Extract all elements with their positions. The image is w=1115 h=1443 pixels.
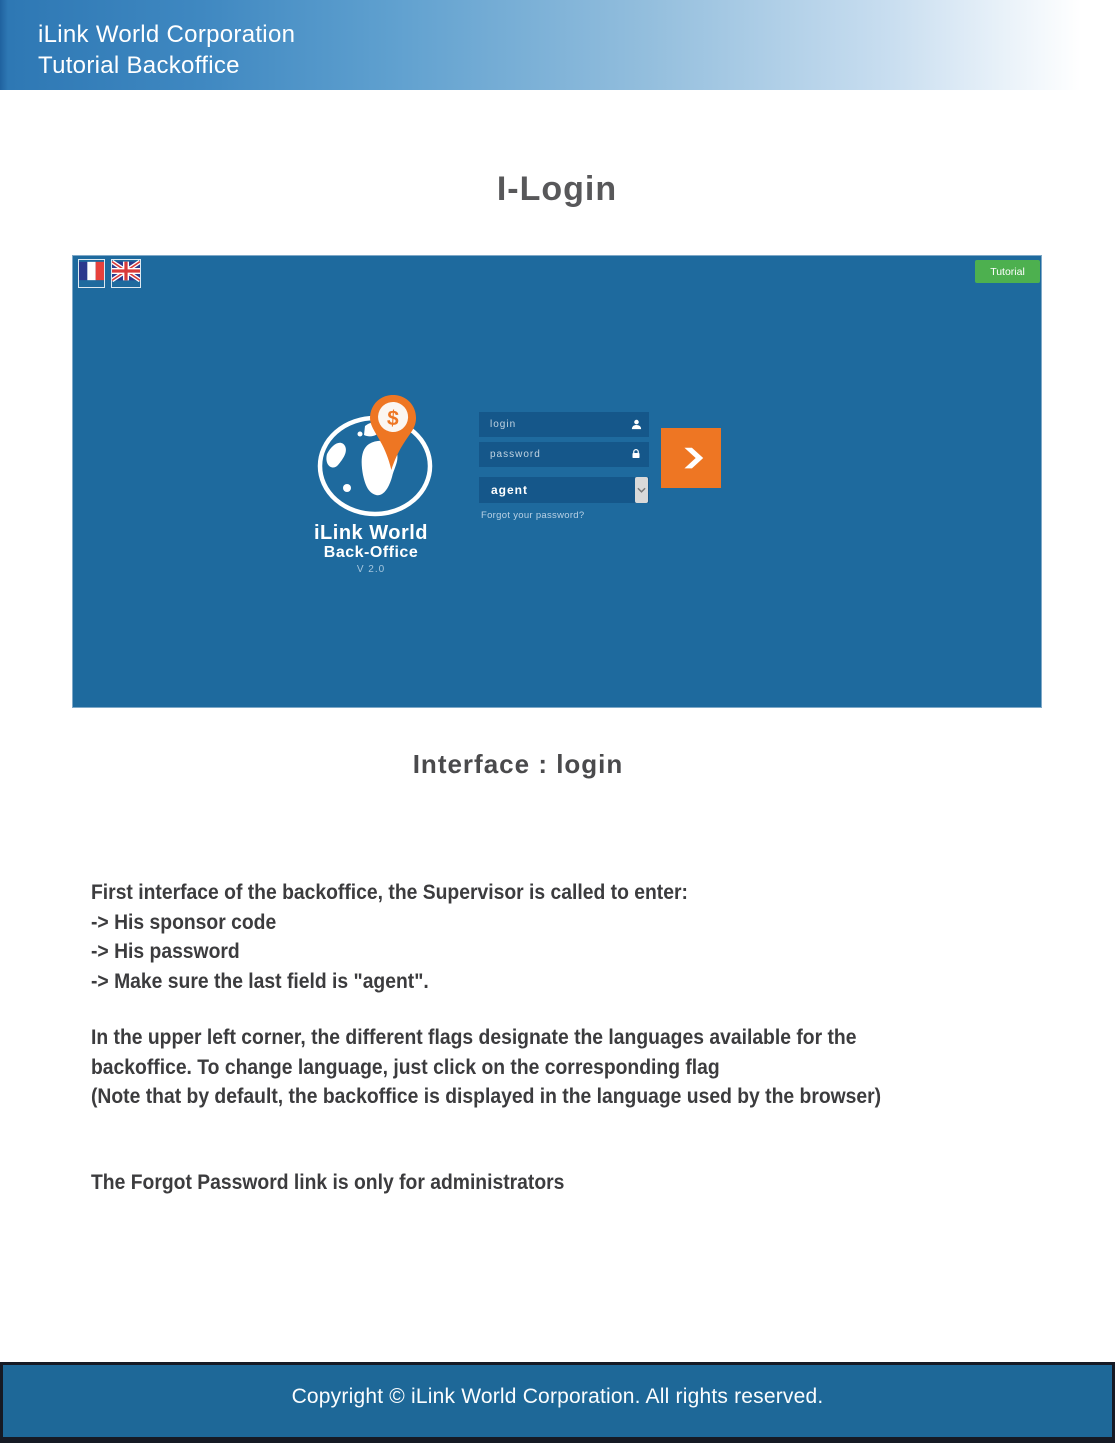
paragraph-forgot-password-note: The Forgot Password link is only for administrators [91,1171,565,1194]
copyright-text: Copyright © iLink World Corporation. All rights reserved. [291,1385,824,1408]
paragraph-flags-languages [91,1023,881,1112]
header-line-subtitle: Tutorial Backoffice [38,52,240,79]
paragraph-enter-instructions [91,878,688,996]
forgot-password-link[interactable]: Forgot your password? [481,510,585,521]
svg-text:$: $ [386,406,400,431]
document-header [0,0,1115,90]
globe-dollar-pin-icon [303,394,435,520]
tutorial-button[interactable] [975,260,1040,283]
screenshot-caption: Interface : login [412,749,624,779]
language-flags [78,259,141,288]
login-screenshot [72,255,1042,708]
role-selected-value: agent [491,483,529,497]
submit-button[interactable] [661,428,721,488]
login-input[interactable] [479,412,649,437]
uk-flag-icon[interactable] [111,259,141,288]
tutorial-button-label: Tutorial [990,265,1025,278]
french-flag-icon[interactable] [78,259,105,288]
page-title: I-Login [496,170,618,208]
logo-version: V 2.0 [356,564,386,575]
paragraph-line: backoffice. To change language, just click on the corresponding flag [91,1055,720,1079]
password-input[interactable] [479,442,649,467]
paragraph-line: In the upper left corner, the different flags designate the languages available for the [91,1026,857,1049]
role-select[interactable] [479,477,649,503]
document-footer [0,1362,1115,1443]
logo-title: iLink World [313,522,429,544]
paragraph-line: First interface of the backoffice, the Supervisor is called to enter: [91,881,688,904]
logo-subtitle: Back-Office [323,544,419,561]
paragraph-line: -> His password [91,940,240,963]
chevron-down-icon[interactable] [635,477,648,503]
paragraph-line: -> Make sure the last field is "agent". [91,969,429,993]
chevron-right-icon [676,443,706,473]
paragraph-line: -> His sponsor code [91,910,277,934]
paragraph-line: (Note that by default, the backoffice is displayed in the language used by the browser) [91,1085,882,1108]
lock-icon [629,447,643,461]
header-line-company: iLink World Corporation [38,21,296,48]
user-icon [629,417,643,431]
